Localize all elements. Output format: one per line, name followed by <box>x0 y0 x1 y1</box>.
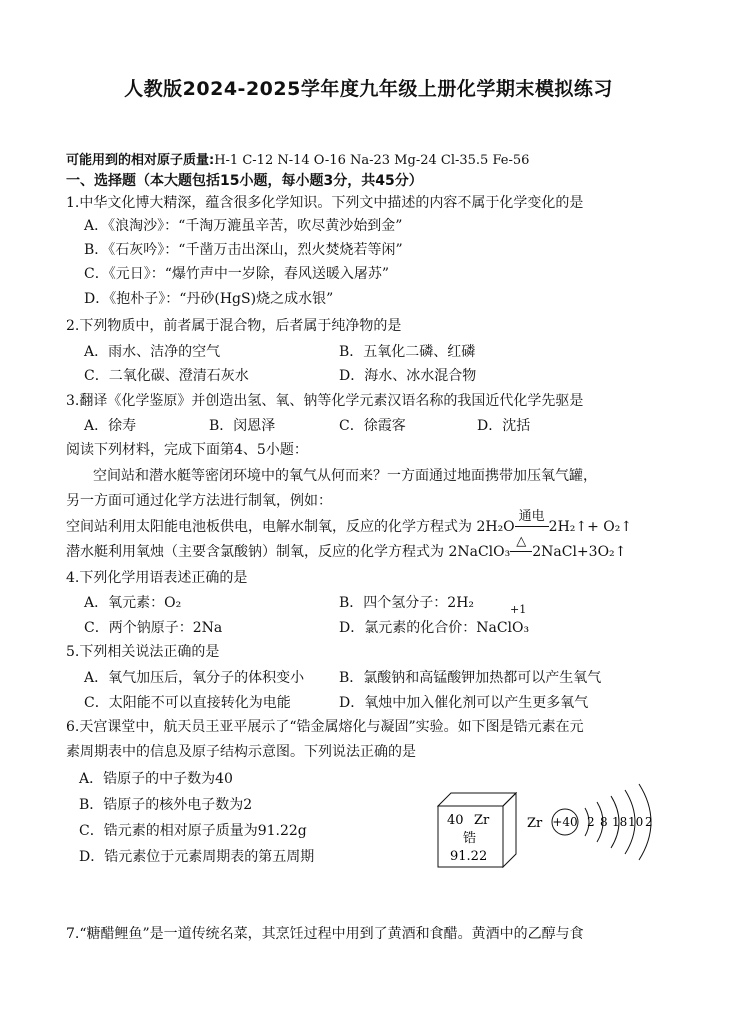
reading-paragraph-2: 另一方面可通过化学方法进行制氧，例如： <box>66 493 332 509</box>
element-name: 锆 <box>463 831 477 846</box>
shell-3-electrons: 18 <box>612 815 628 829</box>
q6-option-b: B．锆原子的核外电子数为2 <box>79 797 253 813</box>
atom-nucleus-charge: +40 <box>552 815 578 829</box>
atomic-structure-diagram <box>527 775 667 871</box>
q4-option-d: D．氯元素的化合价：NaClO₃ <box>339 620 530 636</box>
atom-symbol: Zr <box>527 816 543 831</box>
q1-option-c: C．《元日》：“爆竹声中一岁除，春风送暖入屠苏” <box>84 266 390 282</box>
q5-option-a: A．氧气加压后，氧分子的体积变小 <box>84 670 305 686</box>
reading-intro: 阅读下列材料，完成下面第4、5小题： <box>66 442 308 458</box>
q2-option-d: D．海水、冰水混合物 <box>339 368 477 384</box>
q1-stem: 1.中华文化博大精深，蕴含很多化学知识。下列文中描述的内容不属于化学变化的是 <box>66 195 584 211</box>
q3-stem: 3.翻译《化学鉴原》并创造出氢、氧、钠等化学元素汉语名称的我国近代化学先驱是 <box>66 393 584 409</box>
q4-stem: 4.下列化学用语表述正确的是 <box>66 570 248 586</box>
q2-option-c: C．二氧化碳、澄清石灰水 <box>84 368 249 384</box>
periodic-element-card <box>437 792 517 868</box>
element-atomic-number: 40 <box>447 813 464 828</box>
atomic-mass-line <box>66 151 529 170</box>
reading-paragraph-1: 空间站和潜水艇等密闭环境中的氧气从何而来？一方面通过地面携带加压氧气罐， <box>93 468 597 484</box>
q7-stem: 7.“糖醋鲤鱼”是一道传统名菜，其烹饪过程中用到了黄酒和食醋。黄酒中的乙醇与食 <box>66 926 584 942</box>
valence-mark: +1 <box>510 603 527 616</box>
q5-option-d: D．氧烛中加入催化剂可以产生更多氧气 <box>339 695 589 711</box>
equation-2-products: 2NaCl+3O₂↑ <box>532 544 627 560</box>
q3-option-a: A．徐寿 <box>84 418 137 434</box>
q1-option-a: A．《浪淘沙》：“千淘万漉虽辛苦，吹尽黄沙始到金” <box>84 218 403 234</box>
shell-2-electrons: 8 <box>600 815 608 829</box>
q4-option-a: A．氧元素：O₂ <box>84 595 182 611</box>
q3-option-c: C．徐霞客 <box>339 418 406 434</box>
q6-stem-line-2: 素周期表中的信息及原子结构示意图。下列说法正确的是 <box>66 744 416 760</box>
shell-4-electrons: 10 <box>628 815 644 829</box>
q4-option-d-line <box>339 619 529 637</box>
shell-5-electrons: 2 <box>645 815 653 829</box>
q2-stem: 2.下列物质中，前者属于混合物，后者属于纯净物的是 <box>66 318 402 334</box>
equation-2-arrow <box>510 534 532 561</box>
q1-option-d: D．《抱朴子》：“丹砂(HgS)烧之成水银” <box>84 291 334 307</box>
q5-option-b: B．氯酸钠和高锰酸钾加热都可以产生氧气 <box>339 670 602 686</box>
equation-1-text: 空间站利用太阳能电池板供电，电解水制氧，反应的化学方程式为 2H₂O <box>66 519 515 535</box>
section-heading: 一、选择题（本大题包括15小题，每小题3分，共45分） <box>66 173 423 189</box>
q4-option-b: B．四个氢分子：2H₂ <box>339 595 475 611</box>
q5-stem: 5.下列相关说法正确的是 <box>66 644 220 660</box>
equation-1-condition: 通电 <box>518 509 545 524</box>
element-symbol: Zr <box>474 813 490 828</box>
equation-2-condition: △ <box>516 534 527 549</box>
q3-option-d: D．沈括 <box>477 418 531 434</box>
q6-stem-line-1: 6.天宫课堂中，航天员王亚平展示了“锆金属熔化与凝固”实验。如下图是锆元素在元 <box>66 719 584 735</box>
atomic-mass-values: H-1 C-12 N-14 O-16 Na-23 Mg-24 Cl-35.5 Fe-56 <box>214 153 530 168</box>
q6-option-d: D．锆元素位于元素周期表的第五周期 <box>79 849 315 865</box>
equation-1-products: 2H₂↑+ O₂↑ <box>548 519 633 535</box>
q1-option-b: B．《石灰吟》：“千凿万击出深山，烈火焚烧若等闲” <box>84 242 403 258</box>
equation-2-text: 潜水艇利用氧烛（主要含氯酸钠）制氧，反应的化学方程式为 2NaClO₃ <box>66 544 511 560</box>
q5-option-c: C．太阳能不可以直接转化为电能 <box>84 695 291 711</box>
reading-equation-electrolysis <box>66 509 633 536</box>
page-title: 人教版2024-2025学年度九年级上册化学期末模拟练习 <box>124 78 613 100</box>
atomic-mass-label: 可能用到的相对原子质量: <box>66 153 215 168</box>
q2-option-b: B．五氧化二磷、红磷 <box>339 344 476 360</box>
q2-option-a: A．雨水、洁净的空气 <box>84 344 221 360</box>
element-atomic-mass: 91.22 <box>450 849 488 864</box>
q6-option-a: A．锆原子的中子数为40 <box>79 771 233 787</box>
q3-option-b: B．闵恩泽 <box>209 418 276 434</box>
shell-1-electrons: 2 <box>587 815 595 829</box>
q4-option-c: C．两个钠原子：2Na <box>84 620 223 636</box>
q6-option-c: C．锆元素的相对原子质量为91.22g <box>79 823 307 839</box>
reading-equation-oxygen-candle <box>66 534 627 561</box>
